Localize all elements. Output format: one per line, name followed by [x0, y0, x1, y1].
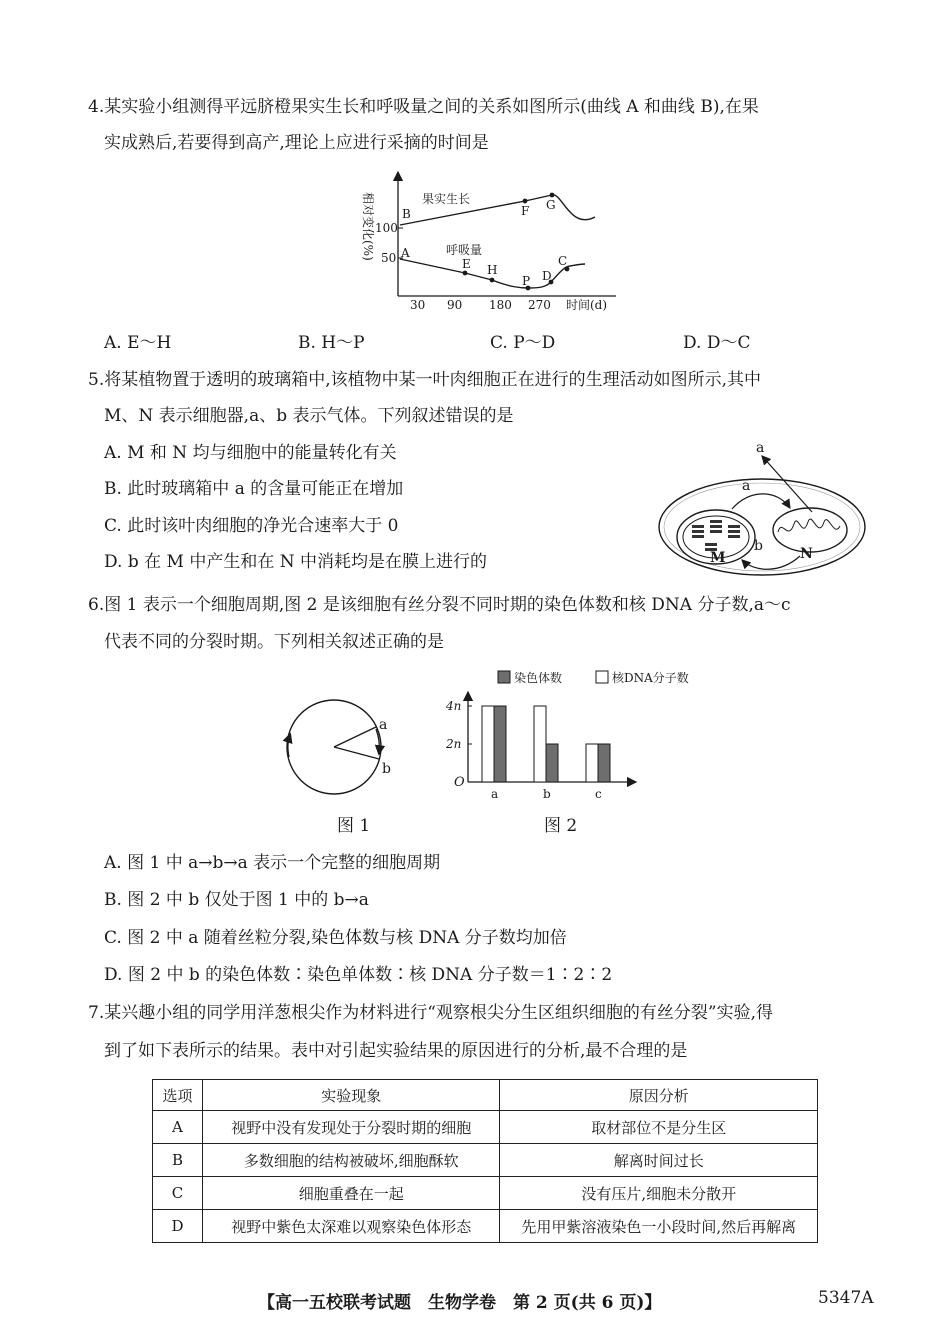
q4-y-tick-100: 100	[375, 221, 398, 235]
q6-fig2-bar-chart	[440, 666, 690, 802]
table-cell: D	[153, 1210, 203, 1243]
table-row	[153, 1210, 818, 1243]
q5-label-b: b	[754, 538, 763, 554]
q4-x-tick-180: 180	[489, 298, 512, 312]
q4-y-label: 相对变化(%)	[361, 192, 375, 261]
q4-x-tick-30: 30	[410, 298, 426, 312]
q4-label-a: A	[401, 246, 410, 260]
q4-label-b: B	[402, 207, 411, 221]
x-tick-label-c: c	[595, 787, 602, 801]
q6-fig1-cell-cycle	[282, 695, 402, 805]
q4-option-c: C. P～D	[490, 333, 556, 353]
q6-fig1-label-b: b	[382, 761, 391, 777]
q4-label-p: P	[522, 274, 531, 288]
q4-growth-respiration-graph	[350, 170, 620, 318]
bar-a-dna	[482, 706, 494, 782]
page-footer: 【高一五校联考试题 生物学卷 第 2 页(共 6 页)】	[258, 1293, 662, 1313]
table-row	[153, 1177, 818, 1210]
q7-results-table	[152, 1079, 818, 1243]
q6-fig1-label-a: a	[379, 717, 388, 733]
fig2-origin-label: O	[454, 775, 465, 790]
q4-stem-line1: 4.某实验小组测得平远脐橙果实生长和呼吸量之间的关系如图所示(曲线 A 和曲线 B),在果	[88, 97, 759, 117]
q4-stem-line2: 实成熟后,若要得到高产,理论上应进行采摘的时间是	[104, 133, 489, 153]
table-header-phenomenon: 实验现象	[202, 1080, 500, 1111]
bar-c-chromosome	[598, 744, 610, 782]
table-cell: 解离时间过长	[500, 1144, 818, 1177]
bar-b-dna	[534, 706, 546, 782]
table-row	[153, 1111, 818, 1144]
q5-option-a: A. M 和 N 均与细胞中的能量转化有关	[104, 443, 397, 463]
q4-curve-a-name: 呼吸量	[446, 243, 483, 257]
q6-fig2-caption: 图 2	[544, 816, 578, 836]
q4-point-g	[550, 193, 555, 198]
q4-point-h	[490, 278, 495, 283]
q5-stem-line2: M、N 表示细胞器,a、b 表示气体。下列叙述错误的是	[104, 406, 514, 426]
q6-option-c: C. 图 2 中 a 随着丝粒分裂,染色体数与核 DNA 分子数均加倍	[104, 928, 567, 948]
q4-option-a: A. E～H	[104, 333, 172, 353]
q4-y-tick-50: 50	[381, 251, 397, 265]
exam-code: 5347A	[818, 1288, 874, 1308]
q4-point-f	[523, 199, 528, 204]
q5-label-a-mid: a	[742, 478, 751, 494]
table-cell: 视野中没有发现处于分裂时期的细胞	[202, 1111, 500, 1144]
table-cell: B	[153, 1144, 203, 1177]
q5-option-d: D. b 在 M 中产生和在 N 中消耗均是在膜上进行的	[104, 552, 488, 572]
q6-option-d: D. 图 2 中 b 的染色体数∶染色单体数∶核 DNA 分子数＝1∶2∶2	[104, 965, 613, 985]
y-tick-label: 4n	[446, 699, 462, 713]
legend-swatch-chromosome	[498, 671, 510, 683]
q6-fig1-radius-a	[334, 727, 376, 747]
table-cell: A	[153, 1111, 203, 1144]
legend-swatch-dna	[596, 671, 608, 683]
table-header-cause: 原因分析	[500, 1080, 818, 1111]
q5-option-b: B. 此时玻璃箱中 a 的含量可能正在增加	[104, 479, 404, 499]
bar-c-dna	[586, 744, 598, 782]
q4-point-e	[463, 271, 468, 276]
table-header-option: 选项	[153, 1080, 203, 1111]
q6-option-b: B. 图 2 中 b 仅处于图 1 中的 b→a	[104, 890, 369, 910]
q4-label-c: C	[558, 254, 568, 268]
table-cell: 细胞重叠在一起	[202, 1177, 500, 1210]
table-cell: C	[153, 1177, 203, 1210]
q4-label-g: G	[546, 198, 556, 212]
q6-fig1-radius-b	[334, 747, 379, 759]
q5-label-a-top: a	[756, 440, 765, 456]
q4-x-tick-90: 90	[447, 298, 463, 312]
x-tick-label-b: b	[543, 787, 551, 801]
q5-stem-line1: 5.将某植物置于透明的玻璃箱中,该植物中某一叶肉细胞正在进行的生理活动如图所示,其中	[88, 370, 762, 390]
q5-label-n: N	[800, 546, 813, 562]
q7-stem-line1: 7.某兴趣小组的同学用洋葱根尖作为材料进行“观察根尖分生区组织细胞的有丝分裂”实验,得	[88, 1003, 774, 1023]
q6-stem-line2: 代表不同的分裂时期。下列相关叙述正确的是	[104, 632, 444, 652]
table-cell: 没有压片,细胞未分散开	[500, 1177, 818, 1210]
q5-label-m: M	[710, 550, 726, 566]
table-cell: 先用甲紫溶液染色一小段时间,然后再解离	[500, 1210, 818, 1243]
legend-label-chromosome: 染色体数	[514, 671, 563, 685]
q6-fig1-caption: 图 1	[337, 816, 371, 836]
q4-curve-b-name: 果实生长	[422, 192, 471, 206]
bar-a-chromosome	[494, 706, 506, 782]
y-tick-label: 2n	[446, 737, 462, 751]
table-cell: 视野中紫色太深难以观察染色体形态	[202, 1210, 500, 1243]
bar-b-chromosome	[546, 744, 558, 782]
q4-option-b: B. H～P	[298, 333, 365, 353]
q7-stem-line2: 到了如下表所示的结果。表中对引起实验结果的原因进行的分析,最不合理的是	[104, 1041, 688, 1061]
q4-label-h: H	[487, 263, 498, 277]
legend-label-dna: 核DNA分子数	[612, 671, 689, 685]
table-row	[153, 1144, 818, 1177]
q4-label-d: D	[542, 269, 552, 283]
q4-label-f: F	[521, 204, 530, 218]
table-header-row	[153, 1080, 818, 1111]
q4-x-tick-270: 270	[528, 298, 551, 312]
q4-option-d: D. D～C	[683, 333, 751, 353]
q6-option-a: A. 图 1 中 a→b→a 表示一个完整的细胞周期	[104, 853, 441, 873]
x-tick-label-a: a	[491, 787, 499, 801]
table-cell: 取材部位不是分生区	[500, 1111, 818, 1144]
q5-leaf-cell-diagram	[650, 440, 872, 578]
q4-x-label: 时间(d)	[566, 298, 608, 312]
q6-stem-line1: 6.图 1 表示一个细胞周期,图 2 是该细胞有丝分裂不同时期的染色体数和核 DNA 分子数,a～c	[88, 595, 791, 615]
table-cell: 多数细胞的结构被破坏,细胞酥软	[202, 1144, 500, 1177]
q4-label-e: E	[462, 257, 471, 271]
q5-option-c: C. 此时该叶肉细胞的净光合速率大于 0	[104, 516, 399, 536]
